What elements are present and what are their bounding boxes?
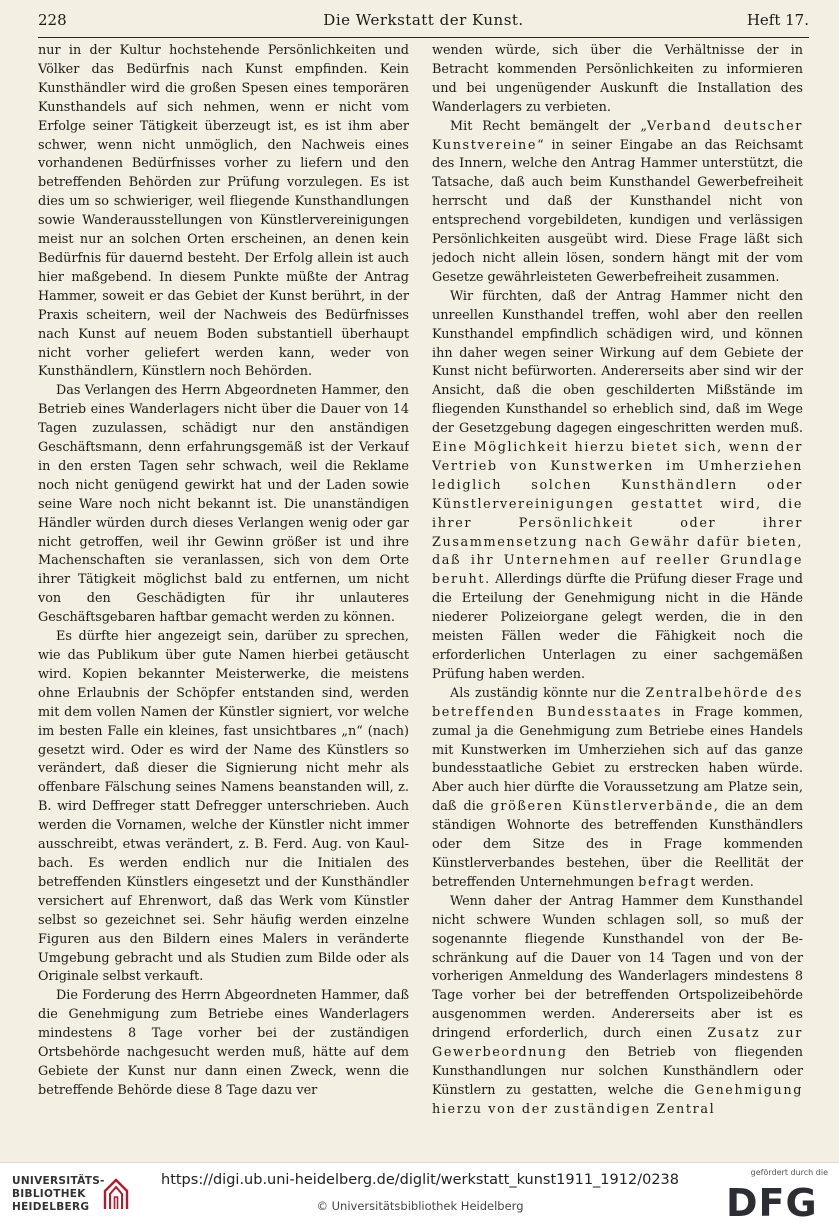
spaced-emphasis: Genehmigung hierzu von der zuständigen Zentral [432, 1082, 803, 1117]
spaced-emphasis: größeren Künstlerverbände [490, 799, 714, 815]
paragraph: Die Forderung des Herrn Abgeordneten Hammer, daß die Genehmigung zum Betriebe eines Wanderlagers mindestens 8 Tage vorher bei der zuständigen Ortsbehörde nachgesucht werden muß, hätte auf dem Gebiete der Kunst nur dann einen Zweck, wenn die betreffende Behörde diese 8 Tage dazu ver [38, 988, 409, 1098]
paragraph: wenden würde, sich über die Verhältnisse der in Betracht kommenden Persönlichkeiten zu informieren und bei ungenügender Auskunft die Installation des Wanderlagers zu verbieten. [432, 43, 803, 115]
text-run: Wenn daher der Antrag Hammer dem Kunsthandel nicht schwere Wunden schlagen soll, so muß der sogenannte fliegende Kunsthandel von der Beschränkung auf die Dauer von 14 Tagen und von der vorherigen Anmeldung des Wanderlagers mindestens 8 Tage vorher bei der betreffenden Ortspolizeibehörde ausgenommen werden. Andererseits aber ist es dringend erforderlich, durch einen [432, 893, 803, 1042]
viewer-footer [0, 1162, 839, 1222]
paragraph: nur in der Kultur hochstehende Persönlichkeiten und Völker das Bedürfnis nach Kunst empfinden. Kein Kunsthändler wird die großen Spesen eines temporären Kunsthandels auf sich nehmen, wenn er nicht vom Erfolge seiner Tätigkeit überzeugt ist, es ist ihm aber schwer, wenn nicht unmöglich, den Nachweis eines vorhandenen Bedürfnisses vorher zu liefern und den betreffenden Behörden zur Prüfung vorzulegen. Es ist dies um so schwieriger, weil fliegende Kunsthandlungen sowie Wanderausstellungen von Künstlervereinigungen meist nur an solchen Orten erscheinen, an denen kein Bedürfnis für dauernd besteht. Der Erfolg allein ist auch hier maßgebend. In diesem Punkte müßte der Antrag Hammer, soweit er das Gebiet der Kunst berührt, in der Praxis scheitern, weil der Nachweis des Bedürfnisses nach Kunst auf neuem Boden substantiell überhaupt nicht vorher geliefert werden kann, weder von Kunsthändlern, Künstlern noch Behörden. [38, 43, 409, 380]
paragraph [432, 118, 803, 288]
paragraph: Das Verlangen des Herrn Abgeordneten Hammer, den Betrieb eines Wanderlagers nicht über die Dauer von 14 Tagen zuzulassen, schädigt nur den anständigen Geschäftsmann, denn erfahrungsgemäß ist der Verkauf in den ersten Tagen sehr schwach, weil die Reklame noch nicht genügend gewirkt hat und der Laden sowie seine Ware noch nicht bekannt ist. Die unanständigen Händler würden durch dieses Verlangen wenig oder gar nicht getroffen, weil ihr Gewinn größer ist und ihre Machenschaften sie veranlassen, sich von dem Orte ihrer Tätigkeit möglichst bald zu entfernen, um nicht von den Geschädigten für ihr unlauteres Geschäftsgebaren haftbar gemacht werden zu können. [38, 383, 409, 626]
library-name-line3: HEIDELBERG [12, 1201, 90, 1213]
text-run: , die an dem ständigen Wohnorte des betreffenden Kunsthändlers oder dem Sitze des in Frage kommenden Künstlerverbandes bestehen, über die Reellität der betreffenden Unternehmungen [432, 799, 803, 890]
text-column-left [38, 42, 409, 1157]
spaced-emphasis: befragt [638, 874, 697, 890]
text-run: “ in seiner Eingabe an das Reichsamt des Innern, welche den Antrag Hammer unterstützt, die Tatsache, daß auch beim Kunsthandel Gewerbefreiheit herrscht und daß der Kunsthandel nicht von entsprechend vorgebildeten, kundigen und verlässigen Persönlichkeiten ausgeübt wird. Diese Frage läßt sich jedoch nicht allein lösen, sondern hängt mit der vom Gesetze gewährleisteten Gewerbefreiheit zusammen. [432, 137, 803, 285]
text-run: den Betrieb von fliegenden Kunsthandlungen nur solchen Kunsthändlern oder Künstlern zu gestatten, welche die [432, 1045, 803, 1098]
running-header [38, 6, 809, 34]
text-run: Allerdings dürfte die Prüfung dieser Frage und die Erteilung der Genehmigung nicht in die Hände niederer Polizeiorgane gelegt werden, die in den meisten Fällen weder die Fähigkeit noch die erforderlichen Unterlagen zu einer sachgemäßen Prüfung haben werden. [432, 572, 803, 682]
permalink-url[interactable]: https://digi.ub.uni-heidelberg.de/diglit/werkstatt_kunst1911_1912/0238 [161, 1172, 679, 1188]
paragraph [432, 685, 803, 893]
text-run: in Frage kommen, zumal ja die Genehmigung zum Betriebe eines Handels mit Kunstwerken im Umherziehen sich auf das ganze bundesstaatliche Gebiet zu erstrecken haben würde. Aber auch hier dürfte die Voraussetzung am Platze sein, daß die [432, 704, 803, 815]
spaced-emphasis: Zentralbehörde des betreffenden Bundesstaates [432, 685, 803, 720]
header-rule [38, 37, 809, 38]
text-run: werden. [696, 874, 754, 890]
paragraph [432, 288, 803, 685]
text-run: Mit Recht bemängelt der „ [450, 118, 648, 134]
text-run: Wir fürchten, daß der Antrag Hammer nicht den unreellen Kunsthandel treffen, wohl aber den reellen Kunsthandel empfindlich schädigen wird, und können ihn daher wegen seiner Wirkung auf dem Gebiete der Kunst nicht befürworten. Andererseits aber sind wir der Ansicht, daß die oben geschilderten Mißstände im fliegenden Kunsthandel so erheblich sind, daß im Wege der Gesetzgebung dagegen eingeschritten werden muß. [432, 288, 803, 437]
dfg-logo-text: DFG [726, 1181, 818, 1220]
issue-number: Heft 17. [746, 11, 809, 29]
library-logo[interactable] [12, 1171, 132, 1215]
running-title: Die Werkstatt der Kunst. [323, 11, 524, 29]
dfg-logo-icon [724, 1180, 828, 1220]
funder-block[interactable] [718, 1167, 828, 1221]
spaced-emphasis: Eine Möglichkeit hierzu bietet sich, wenn der Vertrieb von Kunstwerken im Umherziehen lediglich solchen Kunsthändlern oder Künstlervereinigungen gestattet wird, die ihrer Persönlichkeit oder ihrer Zusammensetzung nach Gewähr dafür bieten, daß ihr Unternehmen auf reeller Grundlage beruht. [432, 440, 803, 588]
funder-note: gefördert durch die [750, 1168, 828, 1177]
library-name-line1: UNIVERSITÄTS- [12, 1175, 105, 1187]
copyright-notice: © Universitätsbibliothek Heidelberg [316, 1199, 524, 1213]
library-name-line2: BIBLIOTHEK [12, 1188, 86, 1200]
text-run: Als zuständig könnte nur die [450, 685, 646, 701]
page-number: 228 [38, 11, 67, 29]
library-crest-icon [102, 1177, 130, 1211]
text-column-right [432, 42, 803, 1157]
paragraph [432, 893, 803, 1120]
spaced-emphasis: Verband deutscher Kunstvereine [432, 118, 803, 153]
paragraph: Es dürfte hier angezeigt sein, darüber zu sprechen, wie das Publikum über gute Namen hierbei getäuscht wird. Kopien bekannter Meisterwerke, die meistens ohne Erlaubnis der Schöpfer entstanden sind, werden mit dem vollen Namen der Künstler signiert, vor welche im besten Falle ein kleines, fast unsichtbares „n“ (nach) gesetzt wird. Oder es wird der Name des Künstlers so verändert, daß dieser die Signierung nicht mehr als offenbare Fälschung seines Namens beanstanden will, z. B. wird Deffreger statt Defregger unterschrieben. Auch werden die Vornamen, welche der Künstler nicht immer ausschreibt, etwas verändert, z. B. Ferd. Aug. von Kaulbach. Es werden endlich nur die Initialen des betreffenden Künstlers eingesetzt und der Kunsthändler versichert auf Ehrenwort, daß das Werk vom Künstler selbst so gezeichnet sei. Sehr häufig werden einzelne Figuren aus den Bildern eines Malers in veränderte Umgebung gebracht und als Studien zum Bilde oder als Originale selbst verkauft. [38, 629, 409, 985]
spaced-emphasis: Zusatz zur Gewerbeordnung [432, 1026, 803, 1061]
